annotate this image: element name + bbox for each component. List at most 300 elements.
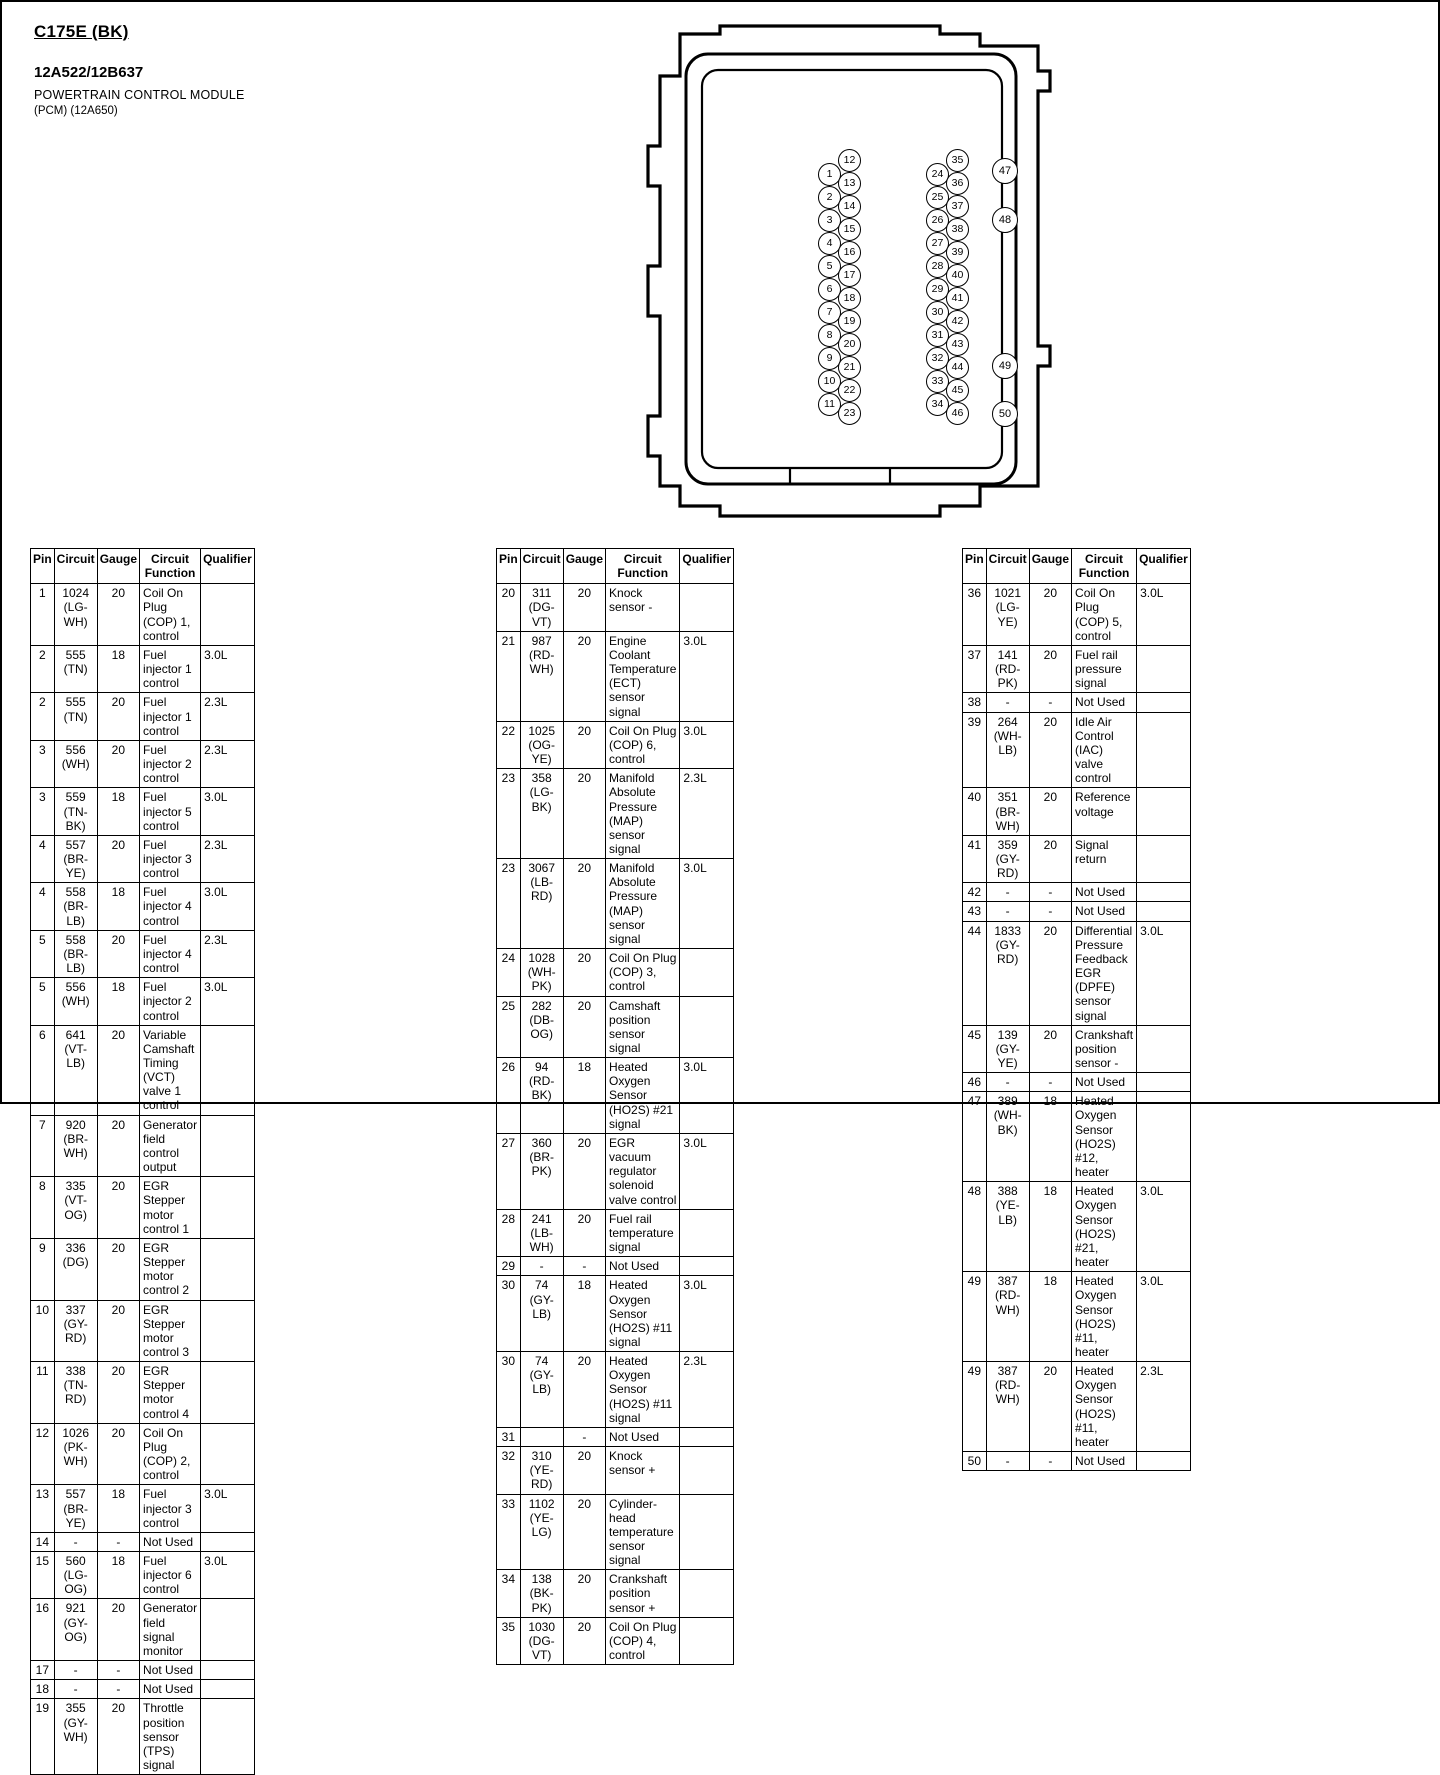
table-row bbox=[963, 1272, 1191, 1362]
connector-pin-32[interactable]: 32 bbox=[926, 347, 949, 370]
cell-function: Crankshaft position sensor - bbox=[1072, 1025, 1137, 1072]
cell-circuit: 558 (BR-LB) bbox=[54, 930, 97, 977]
header-gauge: Gauge bbox=[563, 549, 605, 584]
table-row bbox=[963, 1452, 1191, 1471]
table-row bbox=[497, 769, 734, 859]
cell-function: Manifold Absolute Pressure (MAP) sensor signal bbox=[606, 769, 680, 859]
cell-function: Not Used bbox=[1072, 1073, 1137, 1092]
cell-circuit: 920 (BR-WH) bbox=[54, 1115, 97, 1177]
table-row bbox=[963, 1362, 1191, 1452]
cell-gauge: 18 bbox=[97, 1552, 139, 1599]
cell-circuit: 94 (RD-BK) bbox=[520, 1058, 563, 1134]
header-qualifier: Qualifier bbox=[201, 549, 255, 584]
cell-function: Differential Pressure Feedback EGR (DPFE) sensor signal bbox=[1072, 921, 1137, 1025]
connector-pin-1[interactable]: 1 bbox=[818, 163, 841, 186]
cell-gauge: 20 bbox=[97, 1238, 139, 1300]
cell-function: Cylinder-head temperature sensor signal bbox=[606, 1494, 680, 1570]
cell-circuit: - bbox=[54, 1680, 97, 1699]
cell-circuit bbox=[520, 1427, 563, 1446]
cell-pin: 3 bbox=[31, 740, 55, 787]
cell-circuit: 264 (WH-LB) bbox=[986, 712, 1029, 788]
cell-qualifier bbox=[1137, 645, 1191, 692]
table-row bbox=[497, 1570, 734, 1617]
table-row bbox=[963, 883, 1191, 902]
cell-qualifier: 3.0L bbox=[680, 1276, 734, 1352]
cell-circuit: 282 (DB-OG) bbox=[520, 996, 563, 1058]
cell-pin: 27 bbox=[497, 1133, 521, 1209]
connector-pin-40[interactable]: 40 bbox=[946, 264, 969, 287]
table-row bbox=[963, 835, 1191, 882]
connector-pin-30[interactable]: 30 bbox=[926, 301, 949, 324]
cell-qualifier bbox=[680, 1617, 734, 1664]
connector-pin-42[interactable]: 42 bbox=[946, 310, 969, 333]
pin-table-3-body bbox=[963, 584, 1191, 1471]
header bbox=[34, 22, 245, 117]
cell-pin: 50 bbox=[963, 1452, 987, 1471]
connector-pin-49[interactable]: 49 bbox=[992, 353, 1018, 379]
cell-function: Variable Camshaft Timing (VCT) valve 1 control bbox=[140, 1025, 201, 1115]
table-row bbox=[497, 1276, 734, 1352]
header-pin: Pin bbox=[31, 549, 55, 584]
cell-gauge: 20 bbox=[97, 1177, 139, 1239]
connector-pin-48[interactable]: 48 bbox=[992, 207, 1018, 233]
cell-circuit: 389 (WH-BK) bbox=[986, 1092, 1029, 1182]
cell-gauge: 20 bbox=[97, 1423, 139, 1485]
table-row bbox=[963, 1073, 1191, 1092]
pin-table-3-wrapper bbox=[962, 548, 1191, 1471]
cell-circuit: 355 (GY-WH) bbox=[54, 1699, 97, 1775]
cell-pin: 2 bbox=[31, 645, 55, 692]
cell-circuit: 1102 (YE-LG) bbox=[520, 1494, 563, 1570]
table-row bbox=[31, 1025, 255, 1115]
cell-function: Fuel injector 2 control bbox=[140, 740, 201, 787]
cell-qualifier bbox=[201, 584, 255, 646]
connector-pin-7[interactable]: 7 bbox=[818, 301, 841, 324]
table-row bbox=[31, 1238, 255, 1300]
pin-table-2 bbox=[496, 548, 734, 1665]
cell-gauge: 20 bbox=[97, 930, 139, 977]
cell-pin: 35 bbox=[497, 1617, 521, 1664]
cell-qualifier: 2.3L bbox=[201, 693, 255, 740]
cell-function: Fuel injector 1 control bbox=[140, 645, 201, 692]
cell-circuit: - bbox=[986, 1452, 1029, 1471]
cell-pin: 13 bbox=[31, 1485, 55, 1532]
cell-pin: 30 bbox=[497, 1276, 521, 1352]
table-row bbox=[497, 1617, 734, 1664]
cell-function: Coil On Plug (COP) 2, control bbox=[140, 1423, 201, 1485]
cell-circuit: 1833 (GY-RD) bbox=[986, 921, 1029, 1025]
cell-gauge: 18 bbox=[97, 1485, 139, 1532]
cell-qualifier bbox=[680, 1494, 734, 1570]
connector-pin-24[interactable]: 24 bbox=[926, 163, 949, 186]
cell-gauge: 20 bbox=[563, 1352, 605, 1428]
connector-pin-22[interactable]: 22 bbox=[838, 379, 861, 402]
cell-circuit: 1030 (DG-VT) bbox=[520, 1617, 563, 1664]
connector-pin-17[interactable]: 17 bbox=[838, 264, 861, 287]
cell-function: EGR vacuum regulator solenoid valve control bbox=[606, 1133, 680, 1209]
pin-table-2-body bbox=[497, 584, 734, 1665]
cell-circuit: 556 (WH) bbox=[54, 740, 97, 787]
table-row bbox=[31, 1362, 255, 1424]
connector-pin-3[interactable]: 3 bbox=[818, 209, 841, 232]
cell-circuit: 337 (GY-RD) bbox=[54, 1300, 97, 1362]
cell-pin: 10 bbox=[31, 1300, 55, 1362]
cell-circuit: 310 (YE-RD) bbox=[520, 1447, 563, 1494]
connector-pin-2[interactable]: 2 bbox=[818, 186, 841, 209]
cell-circuit: 3067 (LB-RD) bbox=[520, 859, 563, 949]
table-row bbox=[31, 930, 255, 977]
cell-function: Knock sensor - bbox=[606, 584, 680, 631]
cell-pin: 47 bbox=[963, 1092, 987, 1182]
connector-pin-27[interactable]: 27 bbox=[926, 232, 949, 255]
cell-circuit: 335 (VT-OG) bbox=[54, 1177, 97, 1239]
cell-circuit: 387 (RD-WH) bbox=[986, 1362, 1029, 1452]
table-row bbox=[497, 949, 734, 996]
cell-qualifier: 3.0L bbox=[680, 859, 734, 949]
connector-pin-47[interactable]: 47 bbox=[992, 158, 1018, 184]
cell-function: Crankshaft position sensor + bbox=[606, 1570, 680, 1617]
cell-circuit: - bbox=[54, 1661, 97, 1680]
cell-pin: 46 bbox=[963, 1073, 987, 1092]
cell-circuit: 74 (GY-LB) bbox=[520, 1352, 563, 1428]
connector-pin-6[interactable]: 6 bbox=[818, 278, 841, 301]
cell-function: Signal return bbox=[1072, 835, 1137, 882]
cell-qualifier: 3.0L bbox=[201, 788, 255, 835]
connector-pin-18[interactable]: 18 bbox=[838, 287, 861, 310]
cell-pin: 44 bbox=[963, 921, 987, 1025]
cell-qualifier bbox=[1137, 1092, 1191, 1182]
connector-pin-4[interactable]: 4 bbox=[818, 232, 841, 255]
cell-qualifier: 2.3L bbox=[1137, 1362, 1191, 1452]
header-circuit: Circuit bbox=[54, 549, 97, 584]
cell-function: Not Used bbox=[606, 1257, 680, 1276]
connector-pin-31[interactable]: 31 bbox=[926, 324, 949, 347]
cell-function: EGR Stepper motor control 2 bbox=[140, 1238, 201, 1300]
cell-gauge: - bbox=[97, 1661, 139, 1680]
cell-qualifier: 3.0L bbox=[201, 1485, 255, 1532]
cell-pin: 36 bbox=[963, 584, 987, 646]
cell-qualifier bbox=[201, 1238, 255, 1300]
cell-function: Fuel injector 2 control bbox=[140, 978, 201, 1025]
cell-gauge: - bbox=[1029, 693, 1071, 712]
cell-function: EGR Stepper motor control 1 bbox=[140, 1177, 201, 1239]
cell-qualifier bbox=[201, 1661, 255, 1680]
cell-gauge: 20 bbox=[563, 721, 605, 768]
pin-table-3 bbox=[962, 548, 1191, 1471]
cell-pin: 28 bbox=[497, 1209, 521, 1256]
cell-qualifier bbox=[201, 1423, 255, 1485]
cell-gauge: 20 bbox=[1029, 712, 1071, 788]
cell-function: Heated Oxygen Sensor (HO2S) #11 signal bbox=[606, 1352, 680, 1428]
cell-gauge: 20 bbox=[1029, 921, 1071, 1025]
cell-qualifier bbox=[201, 1680, 255, 1699]
cell-function: Generator field control output bbox=[140, 1115, 201, 1177]
cell-qualifier: 2.3L bbox=[201, 930, 255, 977]
connector-pin-26[interactable]: 26 bbox=[926, 209, 949, 232]
cell-gauge: 20 bbox=[97, 693, 139, 740]
cell-gauge: 18 bbox=[97, 788, 139, 835]
pin-table-1 bbox=[30, 548, 255, 1775]
cell-circuit: 1026 (PK-WH) bbox=[54, 1423, 97, 1485]
cell-qualifier bbox=[680, 949, 734, 996]
table-row bbox=[963, 712, 1191, 788]
table-row bbox=[963, 1025, 1191, 1072]
cell-gauge: - bbox=[563, 1257, 605, 1276]
cell-gauge: 20 bbox=[563, 769, 605, 859]
page-title: C175E (BK) bbox=[34, 22, 129, 41]
table-row bbox=[31, 1532, 255, 1551]
cell-circuit: 336 (DG) bbox=[54, 1238, 97, 1300]
cell-function: Throttle position sensor (TPS) signal bbox=[140, 1699, 201, 1775]
cell-function: Fuel injector 4 control bbox=[140, 883, 201, 930]
cell-pin: 23 bbox=[497, 859, 521, 949]
connector-pin-37[interactable]: 37 bbox=[946, 195, 969, 218]
connector-pin-15[interactable]: 15 bbox=[838, 218, 861, 241]
table-header-row bbox=[31, 549, 255, 584]
connector-pin-43[interactable]: 43 bbox=[946, 333, 969, 356]
cell-pin: 22 bbox=[497, 721, 521, 768]
cell-gauge: 20 bbox=[1029, 835, 1071, 882]
cell-function: Coil On Plug (COP) 6, control bbox=[606, 721, 680, 768]
connector-pin-14[interactable]: 14 bbox=[838, 195, 861, 218]
cell-circuit: 311 (DG-VT) bbox=[520, 584, 563, 631]
table-row bbox=[31, 1485, 255, 1532]
cell-qualifier: 3.0L bbox=[1137, 584, 1191, 646]
connector-pin-36[interactable]: 36 bbox=[946, 172, 969, 195]
cell-qualifier: 3.0L bbox=[201, 645, 255, 692]
cell-qualifier bbox=[1137, 883, 1191, 902]
cell-gauge: 20 bbox=[563, 859, 605, 949]
cell-function: Reference voltage bbox=[1072, 788, 1137, 835]
connector-pin-50[interactable]: 50 bbox=[992, 401, 1018, 427]
connector-pin-34[interactable]: 34 bbox=[926, 393, 949, 416]
cell-qualifier bbox=[1137, 1452, 1191, 1471]
connector-pin-12[interactable]: 12 bbox=[838, 149, 861, 172]
cell-function: Coil On Plug (COP) 3, control bbox=[606, 949, 680, 996]
cell-pin: 38 bbox=[963, 693, 987, 712]
cell-gauge: 20 bbox=[97, 1025, 139, 1115]
cell-qualifier bbox=[680, 996, 734, 1058]
connector-pin-8[interactable]: 8 bbox=[818, 324, 841, 347]
cell-gauge: 20 bbox=[1029, 1025, 1071, 1072]
table-row bbox=[31, 1300, 255, 1362]
cell-function: Heated Oxygen Sensor (HO2S) #21 signal bbox=[606, 1058, 680, 1134]
cell-gauge: - bbox=[1029, 1452, 1071, 1471]
cell-gauge: 18 bbox=[1029, 1272, 1071, 1362]
cell-gauge: 20 bbox=[563, 1447, 605, 1494]
cell-qualifier: 3.0L bbox=[680, 1058, 734, 1134]
cell-gauge: 18 bbox=[563, 1276, 605, 1352]
cell-gauge: 20 bbox=[97, 1300, 139, 1362]
cell-qualifier bbox=[1137, 835, 1191, 882]
table-row bbox=[31, 1177, 255, 1239]
cell-gauge: 20 bbox=[97, 584, 139, 646]
connector-pin-41[interactable]: 41 bbox=[946, 287, 969, 310]
cell-pin: 49 bbox=[963, 1362, 987, 1452]
cell-circuit: 555 (TN) bbox=[54, 645, 97, 692]
connector-pin-29[interactable]: 29 bbox=[926, 278, 949, 301]
cell-gauge: 20 bbox=[563, 1209, 605, 1256]
cell-gauge: 20 bbox=[563, 949, 605, 996]
part-numbers: 12A522/12B637 bbox=[34, 64, 144, 81]
cell-gauge: 18 bbox=[563, 1058, 605, 1134]
cell-pin: 4 bbox=[31, 883, 55, 930]
cell-function: Coil On Plug (COP) 5, control bbox=[1072, 584, 1137, 646]
table-row bbox=[31, 645, 255, 692]
cell-circuit: 921 (GY-OG) bbox=[54, 1599, 97, 1661]
cell-circuit: 351 (BR-WH) bbox=[986, 788, 1029, 835]
header-pin: Pin bbox=[497, 549, 521, 584]
connector-pin-28[interactable]: 28 bbox=[926, 255, 949, 278]
connector-pin-25[interactable]: 25 bbox=[926, 186, 949, 209]
cell-function: Coil On Plug (COP) 1, control bbox=[140, 584, 201, 646]
cell-pin: 8 bbox=[31, 1177, 55, 1239]
cell-circuit: 360 (BR-PK) bbox=[520, 1133, 563, 1209]
table-row bbox=[963, 788, 1191, 835]
cell-circuit: 558 (BR-LB) bbox=[54, 883, 97, 930]
table-row bbox=[497, 1209, 734, 1256]
cell-pin: 31 bbox=[497, 1427, 521, 1446]
cell-pin: 16 bbox=[31, 1599, 55, 1661]
connector-pin-19[interactable]: 19 bbox=[838, 310, 861, 333]
cell-qualifier bbox=[201, 1599, 255, 1661]
cell-pin: 32 bbox=[497, 1447, 521, 1494]
table-row bbox=[31, 693, 255, 740]
cell-function: Not Used bbox=[1072, 883, 1137, 902]
connector-pin-16[interactable]: 16 bbox=[838, 241, 861, 264]
cell-qualifier bbox=[201, 1699, 255, 1775]
cell-circuit: 358 (LG-BK) bbox=[520, 769, 563, 859]
connector-pin-38[interactable]: 38 bbox=[946, 218, 969, 241]
cell-pin: 7 bbox=[31, 1115, 55, 1177]
cell-circuit: 557 (BR-YE) bbox=[54, 835, 97, 882]
connector-diagram bbox=[640, 16, 1060, 536]
cell-circuit: 359 (GY-RD) bbox=[986, 835, 1029, 882]
cell-qualifier bbox=[201, 1025, 255, 1115]
pin-table-1-body bbox=[31, 584, 255, 1775]
table-row bbox=[497, 859, 734, 949]
table-row bbox=[963, 1182, 1191, 1272]
cell-qualifier bbox=[680, 1209, 734, 1256]
cell-pin: 33 bbox=[497, 1494, 521, 1570]
cell-pin: 17 bbox=[31, 1661, 55, 1680]
connector-pin-20[interactable]: 20 bbox=[838, 333, 861, 356]
cell-pin: 9 bbox=[31, 1238, 55, 1300]
cell-pin: 39 bbox=[963, 712, 987, 788]
cell-gauge: 18 bbox=[97, 883, 139, 930]
cell-function: Fuel injector 3 control bbox=[140, 1485, 201, 1532]
cell-pin: 14 bbox=[31, 1532, 55, 1551]
connector-pin-5[interactable]: 5 bbox=[818, 255, 841, 278]
cell-pin: 48 bbox=[963, 1182, 987, 1272]
cell-circuit: 74 (GY-LB) bbox=[520, 1276, 563, 1352]
module-description: POWERTRAIN CONTROL MODULE bbox=[34, 88, 245, 102]
cell-pin: 23 bbox=[497, 769, 521, 859]
cell-function: Heated Oxygen Sensor (HO2S) #11, heater bbox=[1072, 1362, 1137, 1452]
cell-function: Fuel injector 1 control bbox=[140, 693, 201, 740]
header-qualifier: Qualifier bbox=[1137, 549, 1191, 584]
cell-qualifier bbox=[680, 1257, 734, 1276]
table-row bbox=[497, 1257, 734, 1276]
cell-gauge: 18 bbox=[97, 978, 139, 1025]
table-row bbox=[31, 584, 255, 646]
connector-pin-33[interactable]: 33 bbox=[926, 370, 949, 393]
header-function: Circuit Function bbox=[140, 549, 201, 584]
cell-function: Heated Oxygen Sensor (HO2S) #21, heater bbox=[1072, 1182, 1137, 1272]
table-row bbox=[31, 1599, 255, 1661]
cell-function: Generator field signal monitor bbox=[140, 1599, 201, 1661]
cell-pin: 11 bbox=[31, 1362, 55, 1424]
cell-gauge: - bbox=[563, 1427, 605, 1446]
cell-qualifier bbox=[201, 1300, 255, 1362]
cell-function: Not Used bbox=[140, 1680, 201, 1699]
cell-circuit: 1021 (LG-YE) bbox=[986, 584, 1029, 646]
cell-gauge: - bbox=[1029, 883, 1071, 902]
cell-circuit: - bbox=[986, 883, 1029, 902]
cell-circuit: - bbox=[986, 902, 1029, 921]
table-row bbox=[497, 1447, 734, 1494]
cell-pin: 40 bbox=[963, 788, 987, 835]
cell-gauge: - bbox=[1029, 902, 1071, 921]
cell-qualifier bbox=[201, 1532, 255, 1551]
cell-function: Fuel injector 5 control bbox=[140, 788, 201, 835]
cell-qualifier: 2.3L bbox=[201, 740, 255, 787]
cell-function: Coil On Plug (COP) 4, control bbox=[606, 1617, 680, 1664]
cell-circuit: 387 (RD-WH) bbox=[986, 1272, 1029, 1362]
connector-pin-39[interactable]: 39 bbox=[946, 241, 969, 264]
table-row bbox=[31, 788, 255, 835]
cell-gauge: 20 bbox=[97, 835, 139, 882]
connector-pin-21[interactable]: 21 bbox=[838, 356, 861, 379]
table-row bbox=[963, 693, 1191, 712]
connector-pin-23[interactable]: 23 bbox=[838, 402, 861, 425]
header-circuit: Circuit bbox=[520, 549, 563, 584]
cell-function: Fuel injector 6 control bbox=[140, 1552, 201, 1599]
connector-pin-46[interactable]: 46 bbox=[946, 402, 969, 425]
cell-gauge: - bbox=[97, 1532, 139, 1551]
connector-pin-45[interactable]: 45 bbox=[946, 379, 969, 402]
cell-circuit: - bbox=[520, 1257, 563, 1276]
cell-pin: 29 bbox=[497, 1257, 521, 1276]
cell-qualifier: 2.3L bbox=[680, 1352, 734, 1428]
cell-pin: 5 bbox=[31, 978, 55, 1025]
connector-pin-9[interactable]: 9 bbox=[818, 347, 841, 370]
connector-pin-13[interactable]: 13 bbox=[838, 172, 861, 195]
table-row bbox=[963, 645, 1191, 692]
table-row bbox=[31, 835, 255, 882]
pin-table-1-wrapper bbox=[30, 548, 255, 1775]
table-row bbox=[31, 1115, 255, 1177]
connector-pin-11[interactable]: 11 bbox=[818, 393, 841, 416]
connector-pin-10[interactable]: 10 bbox=[818, 370, 841, 393]
cell-qualifier bbox=[1137, 1073, 1191, 1092]
cell-pin: 30 bbox=[497, 1352, 521, 1428]
connector-pin-35[interactable]: 35 bbox=[946, 149, 969, 172]
table-row bbox=[963, 921, 1191, 1025]
cell-circuit: 555 (TN) bbox=[54, 693, 97, 740]
cell-qualifier bbox=[201, 1115, 255, 1177]
cell-function: Not Used bbox=[1072, 693, 1137, 712]
cell-gauge: 20 bbox=[563, 584, 605, 631]
cell-pin: 2 bbox=[31, 693, 55, 740]
cell-pin: 42 bbox=[963, 883, 987, 902]
table-row bbox=[497, 721, 734, 768]
header-qualifier: Qualifier bbox=[680, 549, 734, 584]
cell-circuit: 141 (RD-PK) bbox=[986, 645, 1029, 692]
cell-qualifier: 3.0L bbox=[680, 631, 734, 721]
connector-pin-44[interactable]: 44 bbox=[946, 356, 969, 379]
module-sub-description: (PCM) (12A650) bbox=[34, 105, 118, 117]
